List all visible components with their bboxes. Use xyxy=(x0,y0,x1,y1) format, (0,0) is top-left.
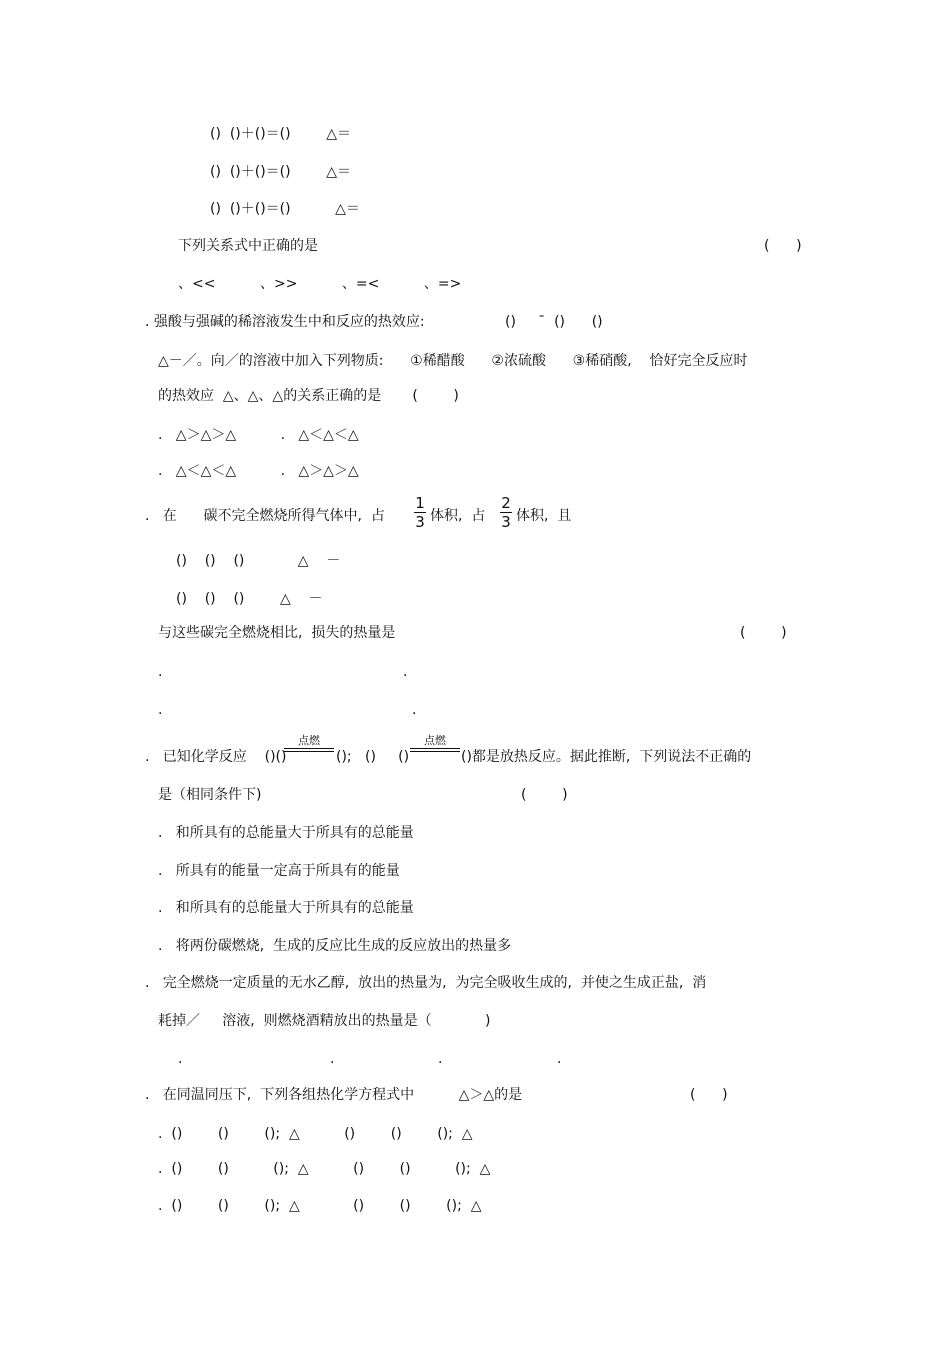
question-relation: 下列关系式中正确的是 xyxy=(178,238,318,254)
condition-label: 点燃 xyxy=(424,734,446,747)
option-marker: . xyxy=(412,702,417,718)
double-arrow-line xyxy=(410,748,460,752)
fraction-denominator: 3 xyxy=(501,513,511,531)
equation-line-2: () ()＋()＝() △＝ xyxy=(210,164,351,180)
equation-line-3: () ()＋()＝() △＝ xyxy=(210,201,360,217)
question-5-stem: . 完全燃烧一定质量的无水乙醇, 放出的热量为, 为完全吸收生成的, 并使之生成正盐, 消 xyxy=(145,975,707,991)
question-4-option-4: . 将两份碳燃烧, 生成的反应比生成的反应放出的热量多 xyxy=(158,938,512,954)
reaction-condition-1 xyxy=(284,734,334,752)
question-6-option-2: . () () (); △ () () (); △ xyxy=(158,1161,491,1177)
option-marker: . xyxy=(403,664,408,680)
double-arrow-line xyxy=(284,748,334,752)
question-4-condition: 是（相同条件下) xyxy=(158,787,262,803)
question-6-option-1: . () () (); △ () () (); △ xyxy=(158,1126,473,1142)
answer-paren: ( ) xyxy=(521,787,568,803)
option-marker: . xyxy=(178,1051,183,1067)
relation-options: 、<< 、>> 、=< 、=> xyxy=(178,276,462,292)
question-3-volume-2: 体积, 且 xyxy=(516,508,572,524)
question-3-question: 与这些碳完全燃烧相比, 损失的热量是 xyxy=(158,625,396,641)
option-marker: . xyxy=(557,1051,562,1067)
fraction-denominator: 3 xyxy=(415,513,425,531)
question-2-text: △－／。向／的溶液中加入下列物质: ①稀醋酸 ②浓硫酸 ③稀硝酸, 恰好完全反应时 xyxy=(158,353,748,369)
question-2-text-2: 的热效应 △、△、△的关系正确的是 ( ) xyxy=(158,388,459,404)
option-marker: . xyxy=(158,664,163,680)
fraction-one-third xyxy=(414,494,426,531)
question-3-stem: . 在 碳不完全燃烧所得气体中, 占 xyxy=(145,508,385,524)
question-2-options-1: . △＞△＞△ . △＜△＜△ xyxy=(158,427,359,443)
question-6-stem: . 在同温同压下, 下列各组热化学方程式中 △＞△的是 xyxy=(145,1087,523,1103)
question-3-volume-1: 体积, 占 xyxy=(430,508,486,524)
question-4-option-2: . 所具有的能量一定高于所具有的能量 xyxy=(158,863,400,879)
question-4-option-3: . 和所具有的总能量大于所具有的总能量 xyxy=(158,900,414,916)
question-4-stem-2: ()都是放热反应。据此推断, 下列说法不正确的 xyxy=(461,749,752,765)
answer-paren: ( ) xyxy=(764,238,802,254)
condition-label: 点燃 xyxy=(298,734,320,747)
question-2-formula: () ¯ () () xyxy=(505,314,603,330)
reaction-condition-2 xyxy=(410,734,460,752)
option-marker: . xyxy=(330,1051,335,1067)
answer-paren: ( ) xyxy=(690,1087,728,1103)
question-2-stem: . 强酸与强碱的稀溶液发生中和反应的热效应: xyxy=(145,314,425,330)
question-4-formula: (); () () xyxy=(336,749,410,765)
equation-line-1: () ()＋()＝() △＝ xyxy=(210,126,351,142)
question-6-option-3: . () () (); △ () () (); △ xyxy=(158,1198,482,1214)
question-3-equation-2: () () () △ － xyxy=(176,591,323,607)
question-3-equation-1: () () () △ － xyxy=(176,553,341,569)
option-marker: . xyxy=(158,702,163,718)
question-4-stem: . 已知化学反应 ()() xyxy=(145,749,287,765)
question-2-options-2: . △＜△＜△ . △＞△＞△ xyxy=(158,463,359,479)
question-4-option-1: . 和所具有的总能量大于所具有的总能量 xyxy=(158,825,414,841)
fraction-numerator: 1 xyxy=(415,494,425,512)
fraction-two-thirds xyxy=(500,494,512,531)
answer-paren: ( ) xyxy=(740,625,787,641)
fraction-numerator: 2 xyxy=(501,494,511,512)
question-5-stem-2: 耗掉／ 溶液, 则燃烧酒精放出的热量是（ ) xyxy=(158,1013,491,1029)
option-marker: . xyxy=(438,1051,443,1067)
